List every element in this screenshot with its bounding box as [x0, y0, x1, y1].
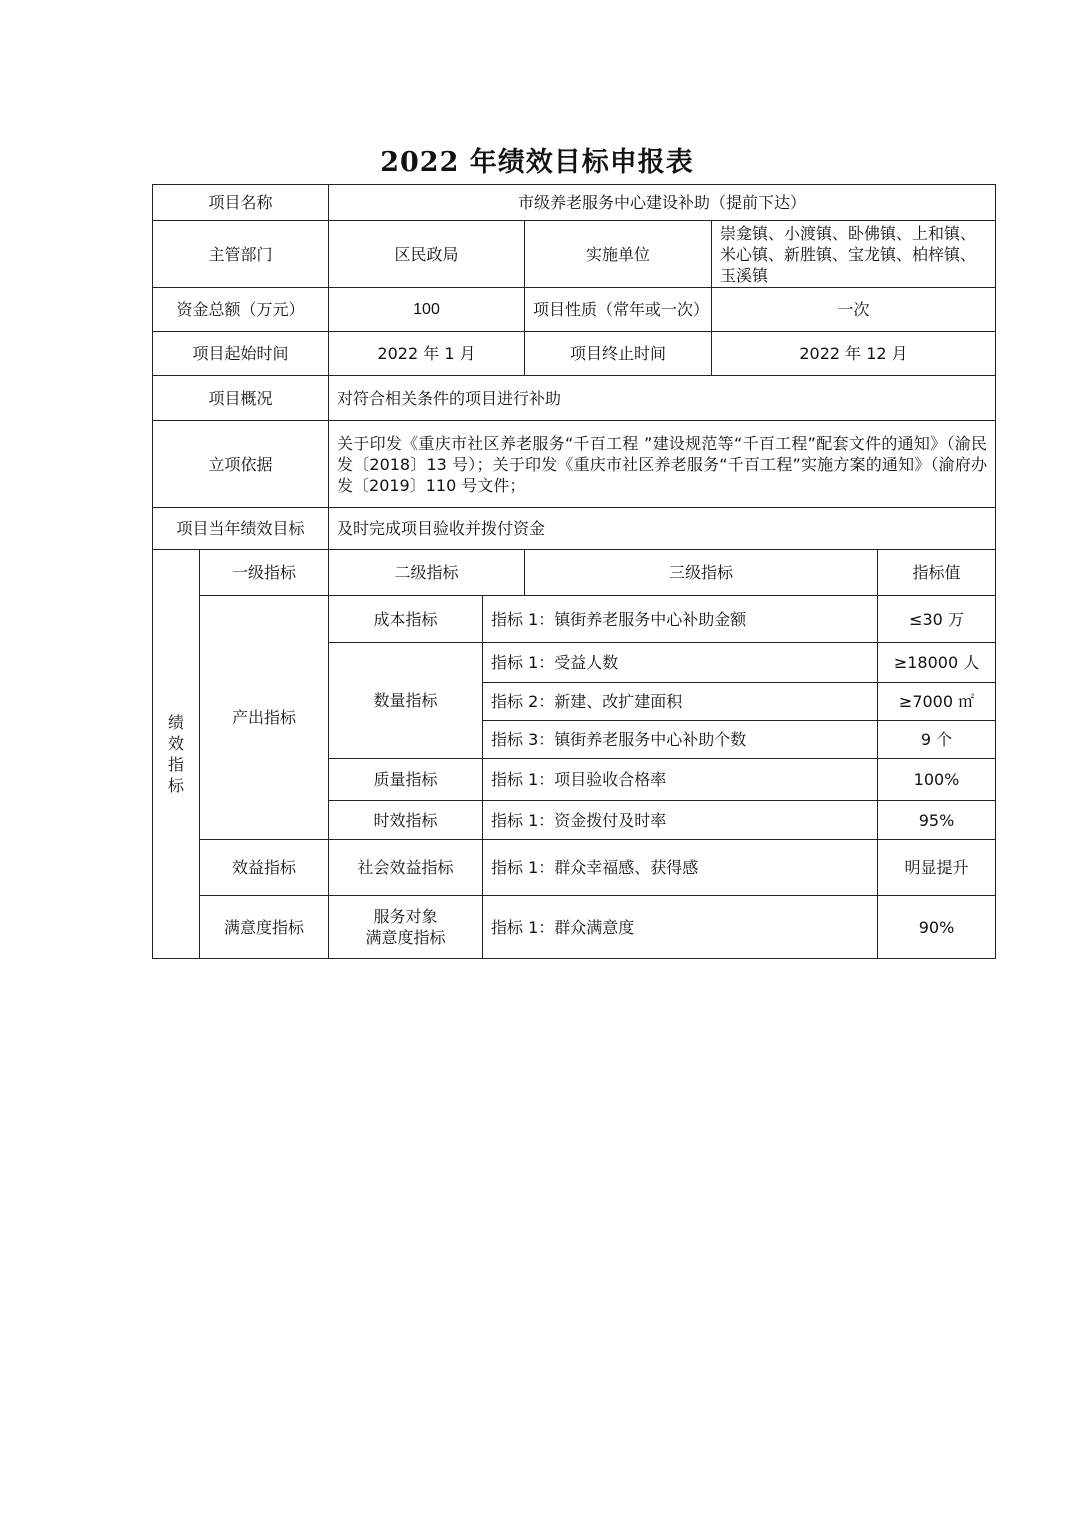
quality-value: 100%	[878, 759, 996, 801]
end-label: 项目终止时间	[525, 332, 712, 376]
row-period	[153, 332, 996, 376]
benefit-label: 效益指标	[200, 840, 329, 896]
header-level3: 三级指标	[525, 550, 878, 596]
quality-label: 质量指标	[329, 759, 483, 801]
section-label-cell	[153, 550, 200, 959]
row-department	[153, 221, 996, 288]
implementer-label: 实施单位	[525, 221, 712, 288]
header-level2: 二级指标	[329, 550, 525, 596]
basis-value: 关于印发《重庆市社区养老服务“千百工程 ”建设规范等“千百工程”配套文件的通知》（渝民发〔2018〕13 号）；关于印发《重庆市社区养老服务“千百工程”实施方案的通知》（渝府办发〔2019〕110 号文件；	[329, 421, 996, 508]
project-name-label: 项目名称	[153, 185, 329, 221]
quantity-item-2: 指标 2：新建、改扩建面积	[483, 683, 878, 721]
basis-label: 立项依据	[153, 421, 329, 508]
start-value: 2022 年 1 月	[329, 332, 525, 376]
section-label: 绩效指标	[167, 713, 184, 795]
performance-form-table	[152, 184, 996, 959]
cost-label: 成本指标	[329, 596, 483, 643]
end-value: 2022 年 12 月	[712, 332, 996, 376]
quantity-value-2: ≥7000 ㎡	[878, 683, 996, 721]
satisfaction-value: 90%	[878, 896, 996, 959]
row-funds	[153, 288, 996, 332]
overview-value: 对符合相关条件的项目进行补助	[329, 376, 996, 421]
satisfaction-label: 满意度指标	[200, 896, 329, 959]
service-label-cell	[329, 896, 483, 959]
quantity-value-3: 9 个	[878, 721, 996, 759]
table-row	[153, 596, 996, 643]
department-label: 主管部门	[153, 221, 329, 288]
header-level1: 一级指标	[200, 550, 329, 596]
time-value: 95%	[878, 801, 996, 840]
goal-value: 及时完成项目验收并拨付资金	[329, 508, 996, 550]
row-goal	[153, 508, 996, 550]
goal-label: 项目当年绩效目标	[153, 508, 329, 550]
nature-value: 一次	[712, 288, 996, 332]
funds-value: 100	[329, 288, 525, 332]
quantity-value-1: ≥18000 人	[878, 643, 996, 683]
service-label-line1: 服务对象	[373, 907, 438, 926]
nature-label: 项目性质（常年或一次）	[525, 288, 712, 332]
implementer-value: 崇龛镇、小渡镇、卧佛镇、上和镇、米心镇、新胜镇、宝龙镇、柏梓镇、玉溪镇	[712, 221, 996, 288]
cost-item: 指标 1：镇街养老服务中心补助金额	[483, 596, 878, 643]
quantity-label: 数量指标	[329, 643, 483, 759]
department-value: 区民政局	[329, 221, 525, 288]
social-item: 指标 1：群众幸福感、获得感	[483, 840, 878, 896]
overview-label: 项目概况	[153, 376, 329, 421]
cost-value: ≤30 万	[878, 596, 996, 643]
table-row	[153, 840, 996, 896]
project-name-value: 市级养老服务中心建设补助（提前下达）	[329, 185, 996, 221]
quantity-item-1: 指标 1：受益人数	[483, 643, 878, 683]
time-item: 指标 1：资金拨付及时率	[483, 801, 878, 840]
funds-label: 资金总额（万元）	[153, 288, 329, 332]
start-label: 项目起始时间	[153, 332, 329, 376]
social-label: 社会效益指标	[329, 840, 483, 896]
row-overview	[153, 376, 996, 421]
quantity-item-3: 指标 3：镇街养老服务中心补助个数	[483, 721, 878, 759]
row-basis	[153, 421, 996, 508]
page-title: 2022 年绩效目标申报表	[380, 147, 694, 178]
satisfaction-item: 指标 1：群众满意度	[483, 896, 878, 959]
service-label-line2: 满意度指标	[365, 928, 446, 947]
time-label: 时效指标	[329, 801, 483, 840]
header-value: 指标值	[878, 550, 996, 596]
row-project-name	[153, 185, 996, 221]
output-label: 产出指标	[200, 596, 329, 840]
indicator-header-row	[153, 550, 996, 596]
table-row	[153, 896, 996, 959]
quality-item: 指标 1：项目验收合格率	[483, 759, 878, 801]
social-value: 明显提升	[878, 840, 996, 896]
